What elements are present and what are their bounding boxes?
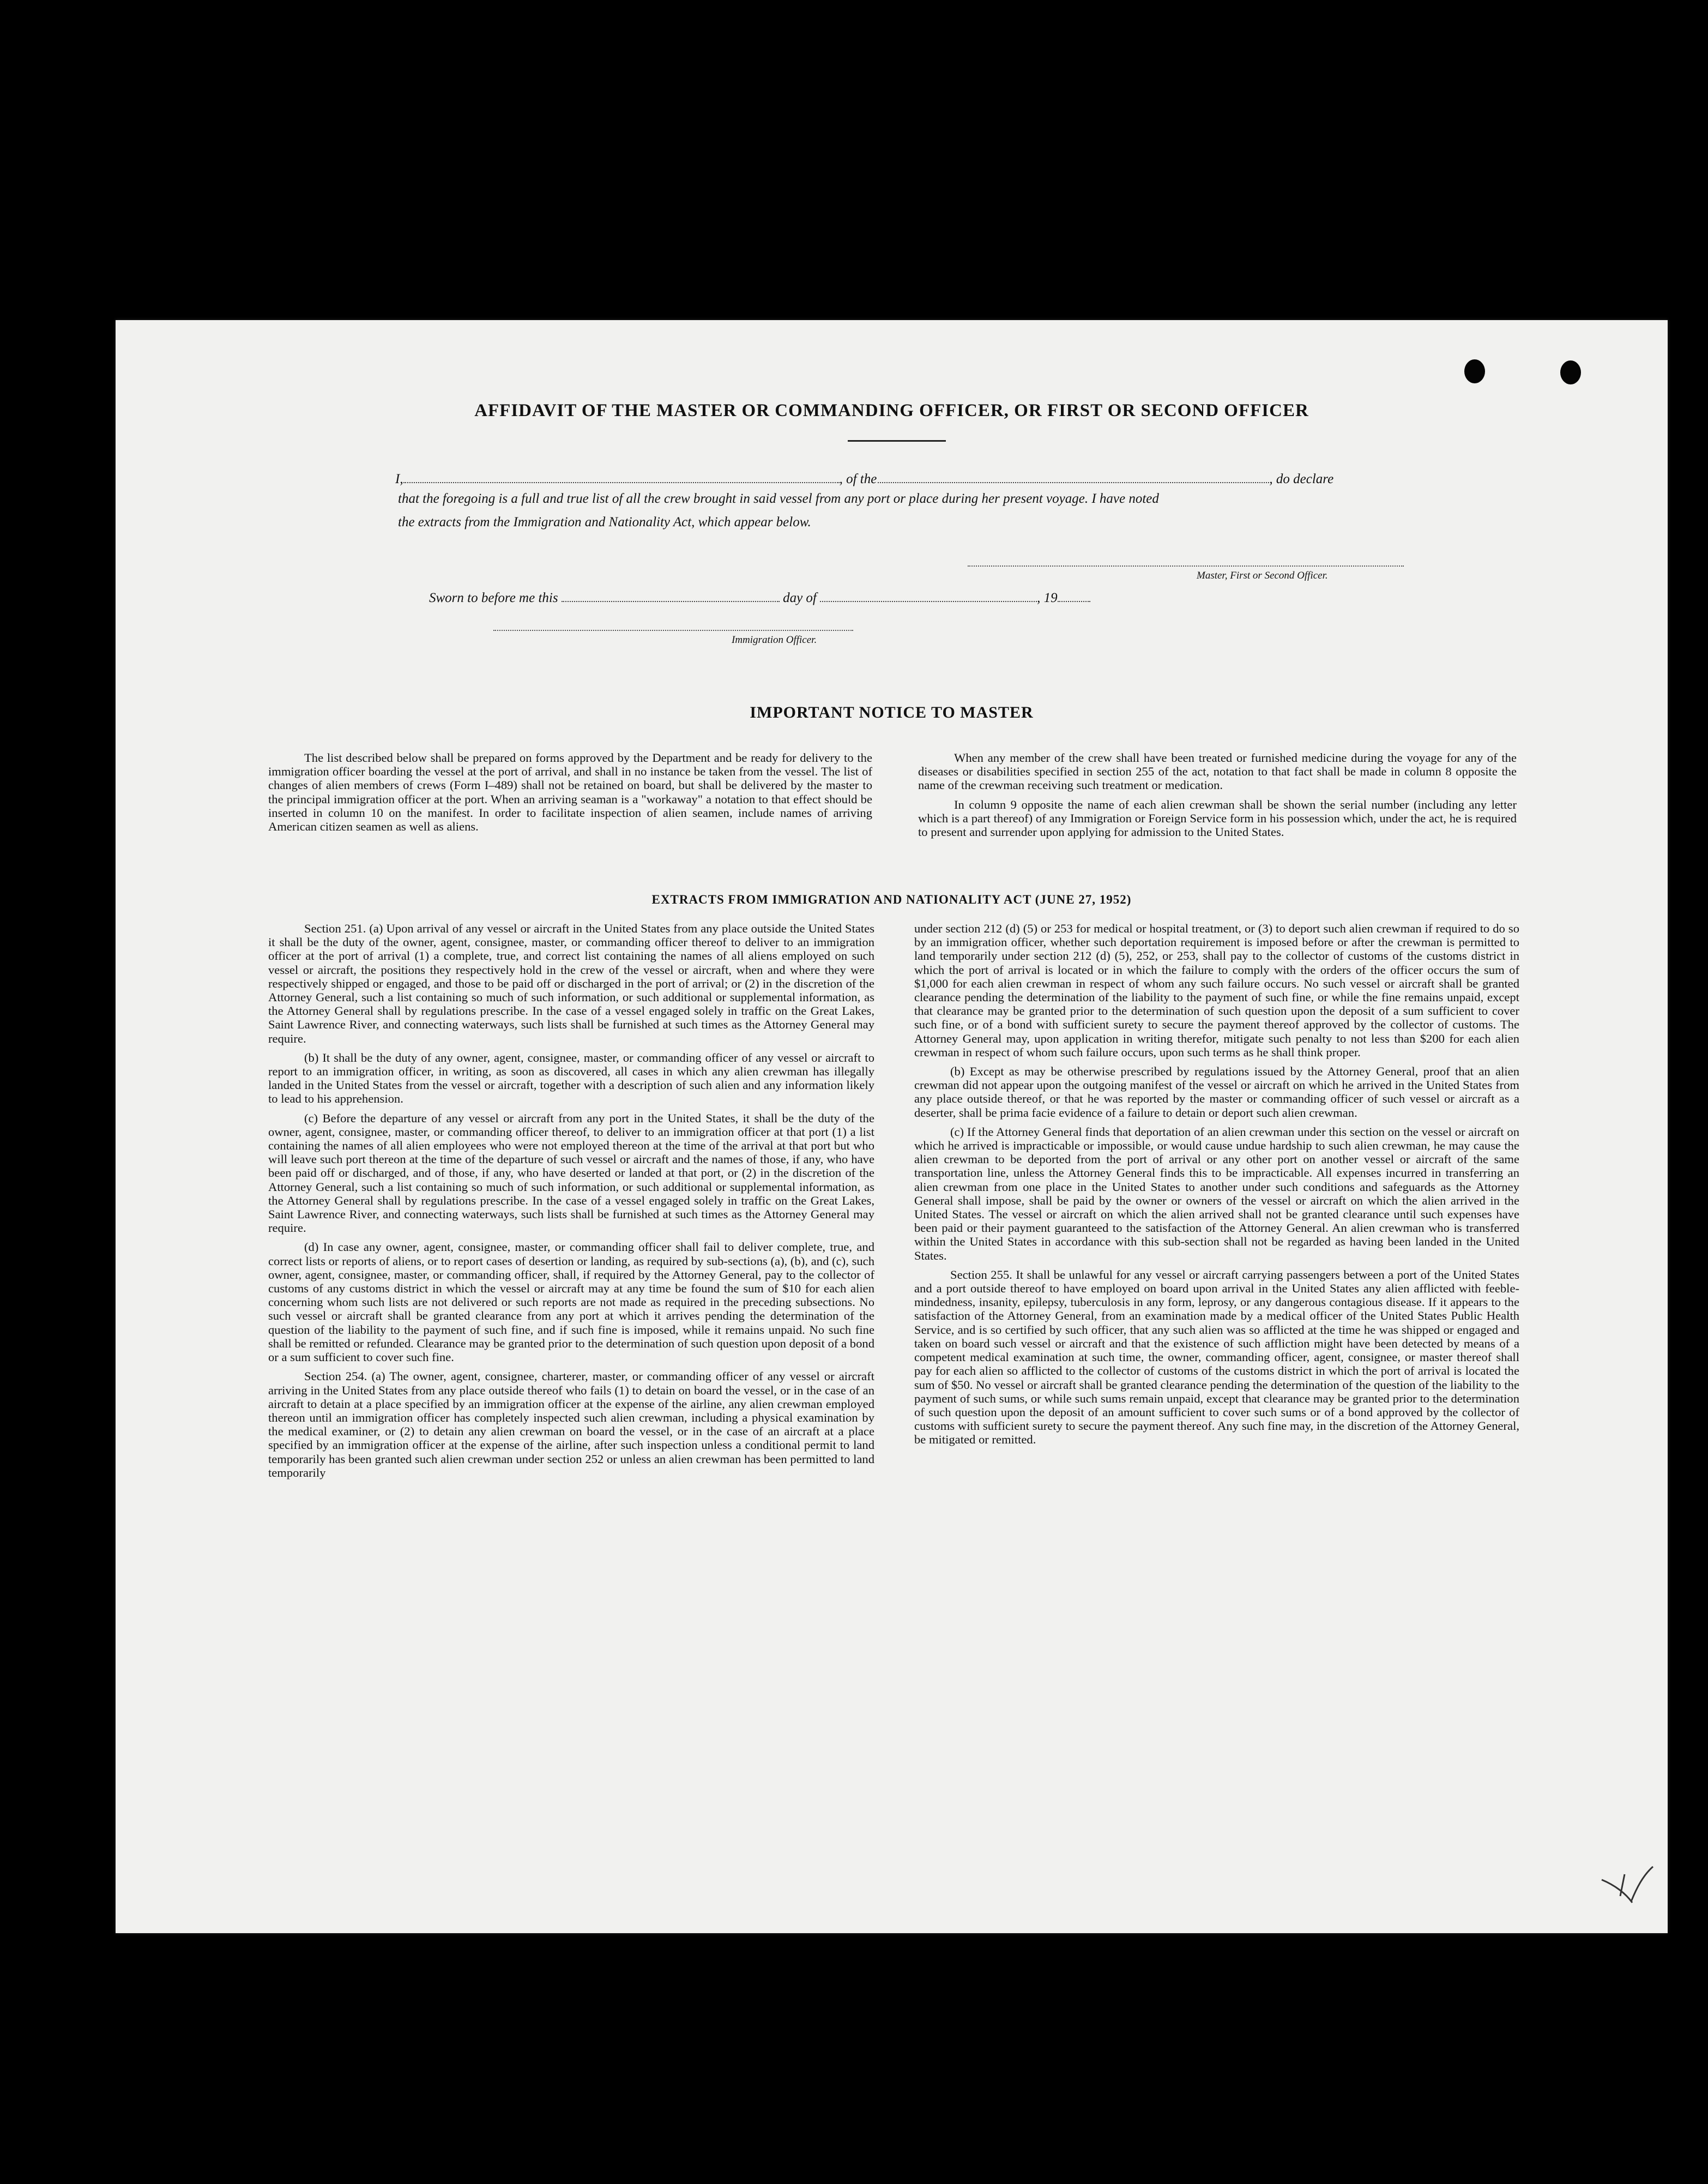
section-paragraph: (b) It shall be the duty of any owner, agent, consignee, master, or commanding officer of any vessel or aircraft to report to an immigration officer, in writing, as soon as discovered, all cases in which any alien crewman has illegally landed in the United States from the vessel or aircraft, together with a description of such alien and any information likely to lead to his apprehension. [268,1050,874,1106]
punch-hole [1464,359,1485,383]
sworn-mid: day of [783,591,817,605]
affidavit-line-2: that the foregoing is a full and true list of all the crew brought in said vessel from any port or place during her present voyage. I have noted [398,491,1159,506]
section-paragraph: Section 254. (a) The owner, agent, consignee, charterer, master, or commanding officer of any vessel or aircraft arriving in the United States from any place outside thereof who fails (1) to detain on board the vessel, or in the case of an aircraft to detain at a place specified by an immigration officer at the expense of the airline, any alien crewman employed thereon until an immigration officer has completely inspected such alien crewman, including a physical examination by the medical examiner, or (2) to detain any alien crewman on board the vessel, or in the case of an aircraft at a place specified by an immigration officer at the expense of the airline, after such inspection unless a conditional permit to land temporarily has been granted such alien crewman under section 252 or unless an alien crewman has been permitted to land temporarily [268,1369,874,1479]
sworn-start: Sworn to before me this [429,591,558,605]
sworn-month-blank [820,587,1037,602]
sworn-end: , 19 [1037,591,1058,605]
notice-title: IMPORTANT NOTICE TO MASTER [750,703,1034,721]
extracts-right-column [914,922,1519,1447]
officer-signature-label: Immigration Officer. [732,634,817,646]
section-paragraph: Section 251. (a) Upon arrival of any vessel or aircraft in the United States from any place outside the United States it shall be the duty of the owner, agent, consignee, master, or commanding officer thereof to deliver to an immigration officer at the port of arrival (1) a complete, true, and correct list containing the names of all aliens employed on such vessel or aircraft, the positions they respectively hold in the crew of the vessel or aircraft, when and where they were respectively shipped or engaged, and those to be paid off or discharged in the port of arrival; or (2) in the discretion of the Attorney General, such a list containing so much of such information, or such additional or supplemental information, as the Attorney General shall by regulations prescribe. In the case of a vessel engaged solely in traffic on the Great Lakes, Saint Lawrence River, and connecting waterways, such lists shall be furnished at such times as the Attorney General may require. [268,922,874,1045]
title-rule [848,440,946,442]
section-paragraph: (c) Before the departure of any vessel or aircraft from any port in the United States, it shall be the duty of the owner, agent, consignee, master, or commanding officer thereof, to deliver to an immigration officer at that port (1) a list containing the names of all alien employees who were not employed thereon at the time of the arrival at that port but who will leave such port thereon at the time of the departure of such vessel or aircraft and the names of those, if any, who have been paid off or discharged, and of those, if any, who have deserted or landed at that port, or (2) in the discretion of the Attorney General, such a list containing so much of such information, or such additional or supplemental information, as the Attorney General shall by regulations prescribe. In the case of a vessel engaged solely in traffic on the Great Lakes, Saint Lawrence River, and connecting waterways, such lists shall be furnished at such times as the Attorney General may require. [268,1111,874,1235]
master-signature-label: Master, First or Second Officer. [1197,570,1328,581]
affidavit-line1-mid: , of the [839,472,877,486]
name-blank [403,468,840,483]
notice-right-column [918,751,1517,839]
section-paragraph: Section 255. It shall be unlawful for any vessel or aircraft carrying passengers between a port of the United States and a port outside thereof to have employed on board upon arrival in the United States any alien afflicted with feeble-mindedness, insanity, epilepsy, tuberculosis in any form, leprosy, or any dangerous contagious disease. If it appears to the satisfaction of the Attorney General, from an examination made by a medical officer of the United States Public Health Service, and is so certified by such officer, that any such alien was so afflicted at the time he was shipped or engaged and taken on board such vessel or aircraft and that the existence of such affliction might have been detected by means of a competent medical examination at such time, the owner, commanding officer, agent, consignee, or master thereof shall pay for each alien so afflicted to the collector of customs of the customs district in which the port of arrival is located the sum of $50. No vessel or aircraft shall be granted clearance pending the determination of the question of the liability to the payment of such sums, or while such sums remain unpaid, except that clearance may be granted prior to the determination of such question upon the deposit of an amount sufficient to cover such sums or of a bond approved by the collector of customs with sufficient surety to secure the payment thereof. Any such fine may, in the discretion of the Attorney General, be mitigated or remitted. [914,1267,1519,1447]
vessel-blank [878,468,1269,483]
sworn-line [429,587,1090,606]
section-paragraph: under section 212 (d) (5) or 253 for medical or hospital treatment, or (3) to deport such alien crewman if required to do so by an immigration officer, whether such deportation requirement is imposed before or after the crewman is permitted to land temporarily under section 212 (d) (5), 252, or 253, shall pay to the collector of customs of the customs district in which the port of arrival is located or in which the failure to comply with the orders of the officer occurs the sum of $1,000 for each alien crewman in respect of whom any such failure occurs. No such vessel or aircraft shall be granted clearance pending the determination of the liability to the payment of such fine, or while the fine remains unpaid, except that clearance may be granted prior to the determination of such question upon the deposit of a sum sufficient to cover such fine, or of a bond with sufficient surety to secure the payment thereof approved by the collector of customs. The Attorney General may, upon application in writing therefor, mitigate such penalty to not less than $200 for each alien crewman in respect of whom such failure occurs, upon such terms as he shall think proper. [914,922,1519,1059]
affidavit-line1-start: I, [395,472,403,486]
master-signature-line [968,565,1404,567]
punch-hole [1560,360,1581,384]
notice-paragraph: When any member of the crew shall have been treated or furnished medicine during the voyage for any of the diseases or disabilities specified in section 255 of the act, notation to that fact shall be made in column 8 opposite the name of the crewman receiving such treatment or medication. [918,751,1517,792]
notice-paragraph: In column 9 opposite the name of each alien crewman shall be shown the serial number (including any letter which is a part thereof) of any Immigration or Foreign Service form in his possession which, under the act, he is required to present and surrender upon applying for admission to the United States. [918,797,1517,839]
document-page [116,320,1668,1933]
notice-paragraph: The list described below shall be prepared on forms approved by the Department and be ready for delivery to the immigration officer boarding the vessel at the port of arrival, and shall in no instance be taken from the vessel. The list of changes of alien members of crews (Form I–489) shall not be retained on board, but shall be delivered by the master to the principal immigration officer at the port. When an arriving seaman is a "workaway" a notation to that effect should be inserted in column 10 on the manifest. In order to facilitate inspection of alien seamen, include names of arriving American citizen seamen as well as aliens. [268,751,872,834]
affidavit-title: AFFIDAVIT OF THE MASTER OR COMMANDING OFFICER, OR FIRST OR SECOND OFFICER [474,401,1309,420]
extracts-title: EXTRACTS FROM IMMIGRATION AND NATIONALITY ACT (JUNE 27, 1952) [651,893,1132,906]
section-paragraph: (d) In case any owner, agent, consignee, master, or commanding officer shall fail to deliver complete, true, and correct lists or reports of aliens, or to report cases of desertion or landing, as required by sub-sections (a), (b), and (c), such owner, agent, consignee, master, or commanding officer, shall, if required by the Attorney General, pay to the collector of customs of any customs district in which the vessel or aircraft may at any time be found the sum of $10 for each alien concerning whom such lists are not delivered or such reports are not made as required in the preceding subsections. No such vessel or aircraft shall be granted clearance from any port at which it arrives pending the determination of the question of the liability to the payment of such fine, and if such fine is imposed, while it remains unpaid. No such fine shall be remitted or refunded. Clearance may be granted prior to the determination of such question upon deposit of a bond or a sum sufficient to cover such fine. [268,1240,874,1364]
handwritten-check-mark [1598,1863,1658,1907]
sworn-year-blank [1058,587,1090,602]
affidavit-line1-end: , do declare [1269,472,1334,486]
officer-signature-line [493,630,853,631]
affidavit-line-3: the extracts from the Immigration and Nationality Act, which appear below. [398,515,811,530]
extracts-left-column [268,922,874,1479]
section-paragraph: (c) If the Attorney General finds that deportation of an alien crewman under this section on the vessel or aircraft on which he arrived is impracticable or impossible, or would cause undue hardship to such alien crewman, he may cause the alien crewman to be deported from the port of arrival or any other port on another vessel or aircraft of the same transportation line, unless the Attorney General finds this to be impracticable. All expenses incurred in transferring an alien crewman from one place in the United States to another under such conditions and safeguards as the Attorney General shall impose, shall be paid by the owner or owners of the vessel or aircraft on which the alien arrived in the United States. The vessel or aircraft on which the alien arrived shall not be granted clearance until such expenses have been paid or their payment guaranteed to the satisfaction of the Attorney General. An alien crewman who is transferred within the United States in accordance with this sub-section shall not be regarded as having been landed in the United States. [914,1124,1519,1262]
affidavit-line-1 [395,468,1333,487]
sworn-day-blank [562,587,780,602]
section-paragraph: (b) Except as may be otherwise prescribed by regulations issued by the Attorney General, proof that an alien crewman did not appear upon the outgoing manifest of the vessel or aircraft on which he arrived in the United States from any place outside thereof, or that he was reported by the master or commanding officer of such vessel or aircraft as a deserter, shall be prima facie evidence of a failure to detain or deport such alien crewman. [914,1064,1519,1120]
notice-left-column [268,751,872,833]
